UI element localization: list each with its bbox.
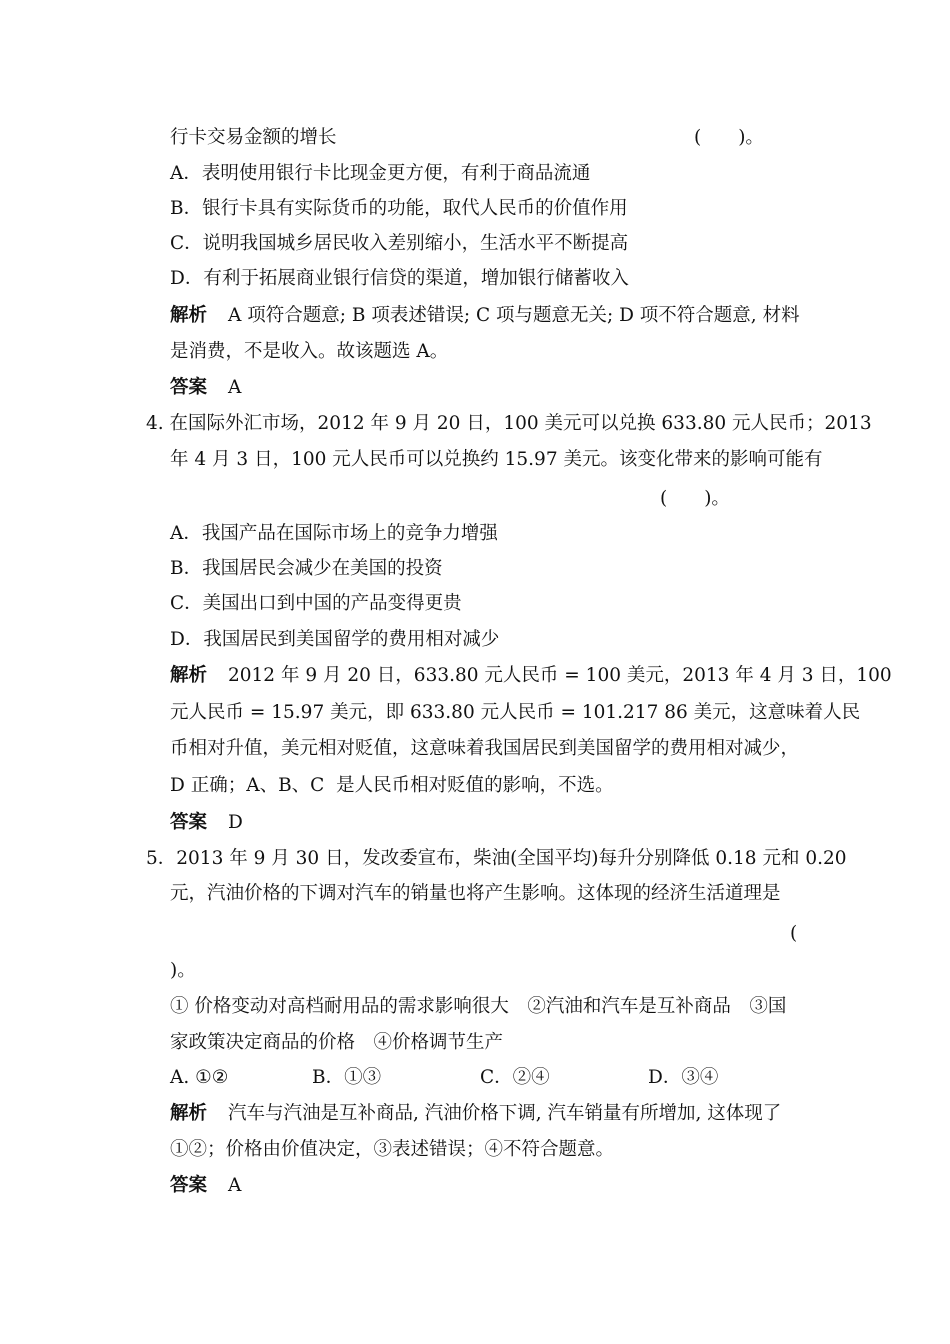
- q3-option-b: B．银行卡具有实际货币的功能，取代人民币的价值作用: [170, 198, 628, 219]
- q4-option-a: A．我国产品在国际市场上的竞争力增强: [170, 523, 498, 544]
- q4-stem-line-1: 4. 在国际外汇市场，2012 年 9 月 20 日，100 美元可以兑换 633.80 元人民币；2013: [146, 413, 872, 434]
- q3-analysis-line-1: A 项符合题意; B 项表述错误; C 项与题意无关; D 项不符合题意, 材料: [228, 305, 800, 326]
- q3-option-c: C．说明我国城乡居民收入差别缩小，生活水平不断提高: [170, 233, 629, 254]
- q5-option-c: C．②④: [480, 1067, 550, 1088]
- q3-answer-bracket: ( )。: [694, 127, 764, 148]
- q5-analysis-label: 解析: [170, 1103, 208, 1124]
- q4-stem-line-2: 年 4 月 3 日，100 元人民币可以兑换约 15.97 美元。该变化带来的影响可能有: [170, 449, 823, 470]
- q4-answer-bracket: ( )。: [660, 488, 730, 509]
- q3-stem-tail: 行卡交易金额的增长: [170, 127, 337, 148]
- q4-analysis-line-2: 元人民币 = 15.97 美元，即 633.80 元人民币 = 101.217 86 美元，这意味着人民: [170, 702, 861, 723]
- q3-answer-value: A: [228, 377, 242, 398]
- q5-analysis-line-1: 汽车与汽油是互补商品, 汽油价格下调, 汽车销量有所增加, 这体现了: [228, 1103, 782, 1124]
- q5-option-a: A. ①②: [170, 1067, 229, 1088]
- q4-answer-value: D: [228, 812, 243, 833]
- q5-answer-value: A: [228, 1175, 242, 1196]
- q5-stem-line-1: 5．2013 年 9 月 30 日，发改委宣布，柴油(全国平均)每升分别降低 0.18 元和 0.20: [146, 848, 847, 869]
- q5-statements-line-1: ① 价格变动对高档耐用品的需求影响很大 ②汽油和汽车是互补商品 ③国: [170, 996, 787, 1017]
- q5-answer-label: 答案: [170, 1175, 208, 1196]
- q3-analysis-label: 解析: [170, 305, 208, 326]
- q4-option-d: D．我国居民到美国留学的费用相对减少: [170, 629, 500, 650]
- q5-option-b: B．①③: [312, 1067, 382, 1088]
- q4-analysis-line-1: 2012 年 9 月 20 日，633.80 元人民币 = 100 美元，2013 年 4 月 3 日，100: [228, 665, 892, 686]
- q4-analysis-line-3: 币相对升值，美元相对贬值，这意味着我国居民到美国留学的费用相对减少，: [170, 738, 800, 759]
- q5-option-d: D．③④: [648, 1067, 719, 1088]
- q4-analysis-line-4: D 正确；A、B、C 是人民币相对贬值的影响，不选。: [170, 775, 614, 796]
- q5-analysis-line-2: ①②；价格由价值决定，③表述错误；④不符合题意。: [170, 1139, 615, 1160]
- q3-answer-label: 答案: [170, 377, 208, 398]
- q4-analysis-label: 解析: [170, 665, 208, 686]
- q5-bracket-close: )。: [170, 960, 196, 981]
- q4-option-b: B．我国居民会减少在美国的投资: [170, 558, 443, 579]
- q4-option-c: C．美国出口到中国的产品变得更贵: [170, 593, 462, 614]
- q5-stem-line-2: 元，汽油价格的下调对汽车的销量也将产生影响。这体现的经济生活道理是: [170, 883, 781, 904]
- q4-answer-label: 答案: [170, 812, 208, 833]
- q5-statements-line-2: 家政策决定商品的价格 ④价格调节生产: [170, 1032, 504, 1053]
- q3-analysis-line-2: 是消费，不是收入。故该题选 A。: [170, 341, 449, 362]
- q3-option-d: D．有利于拓展商业银行信贷的渠道，增加银行储蓄收入: [170, 268, 629, 289]
- q5-bracket-open: (: [790, 923, 798, 944]
- q3-option-a: A．表明使用银行卡比现金更方便，有利于商品流通: [170, 163, 591, 184]
